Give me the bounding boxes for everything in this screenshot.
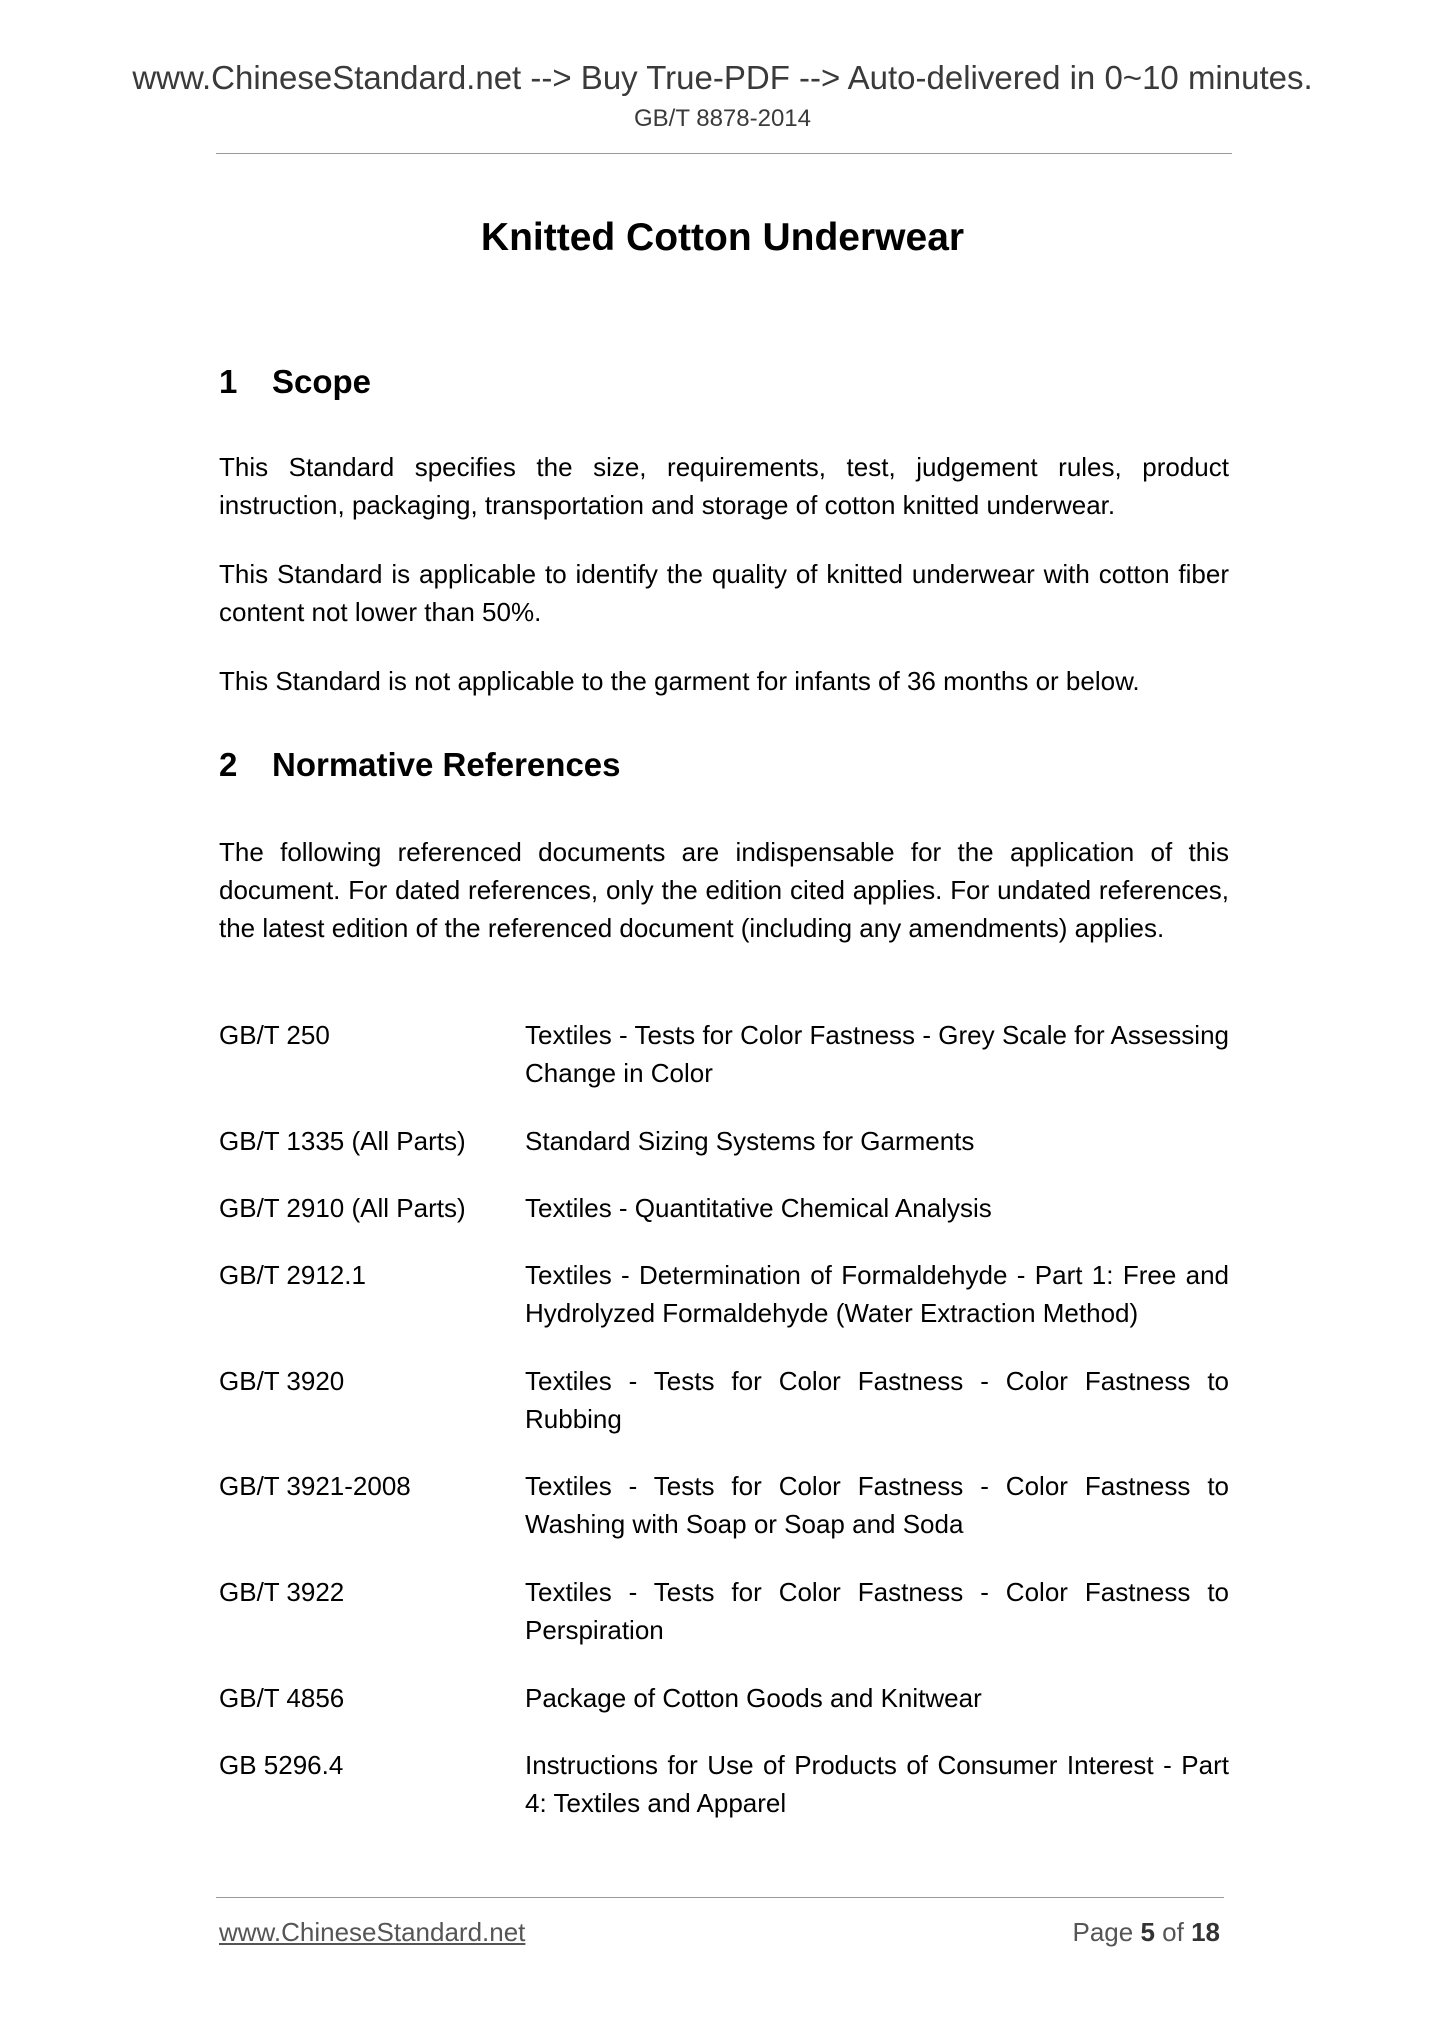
reference-code: GB/T 3921-2008 [219, 1471, 411, 1501]
document-title: Knitted Cotton Underwear [480, 216, 965, 259]
reference-title: Textiles - Quantitative Chemical Analysis [525, 1193, 992, 1223]
reference-code: GB/T 250 [219, 1020, 330, 1050]
header-divider [216, 153, 1232, 154]
reference-code: GB/T 3922 [219, 1577, 345, 1607]
scope-paragraph: This Standard is not applicable to the garment for infants of 36 months or below. [219, 666, 1140, 696]
references-intro-paragraph: The following referenced documents are indispensable for the application of this document. For dated references, only the edition cited applies. For undated references, the latest edition of the referenced document (including any amendments) applies. [219, 837, 1229, 943]
page-label: Page [1072, 1917, 1134, 1947]
reference-code: GB/T 2910 (All Parts) [219, 1193, 466, 1223]
page-separator: of [1162, 1917, 1184, 1947]
section-title: Scope [272, 363, 372, 400]
scope-paragraph: This Standard specifies the size, requirements, test, judgement rules, product instruction, packaging, transportation and storage of cotton knitted underwear. [219, 452, 1229, 520]
reference-title: Standard Sizing Systems for Garments [525, 1126, 975, 1156]
reference-title: Textiles - Tests for Color Fastness - Color Fastness to Perspiration [525, 1577, 1229, 1645]
section-2-heading [219, 745, 621, 785]
page-total: 18 [1191, 1917, 1220, 1947]
reference-title: Textiles - Tests for Color Fastness - Color Fastness to Washing with Soap or Soap and Soda [525, 1471, 1229, 1539]
reference-code: GB/T 3920 [219, 1366, 345, 1396]
scope-paragraph: This Standard is applicable to identify the quality of knitted underwear with cotton fiber content not lower than 50%. [219, 559, 1229, 627]
reference-title: Instructions for Use of Products of Consumer Interest - Part 4: Textiles and Apparel [525, 1750, 1229, 1818]
reference-title: Textiles - Tests for Color Fastness - Grey Scale for Assessing Change in Color [525, 1020, 1229, 1088]
footer-divider [216, 1897, 1224, 1898]
site-banner: www.ChineseStandard.net --> Buy True-PDF --> Auto-delivered in 0~10 minutes. [132, 59, 1313, 96]
reference-code: GB/T 1335 (All Parts) [219, 1126, 466, 1156]
section-1-heading [219, 362, 371, 402]
standard-code: GB/T 8878-2014 [633, 105, 811, 132]
reference-title: Package of Cotton Goods and Knitwear [525, 1683, 982, 1713]
reference-code: GB/T 4856 [219, 1683, 345, 1713]
reference-title: Textiles - Tests for Color Fastness - Color Fastness to Rubbing [525, 1366, 1229, 1434]
reference-code: GB/T 2912.1 [219, 1260, 366, 1290]
reference-title: Textiles - Determination of Formaldehyde - Part 1: Free and Hydrolyzed Formaldehyde (Water Extraction Method) [525, 1260, 1229, 1328]
section-number: 1 [219, 363, 238, 400]
section-title: Normative References [272, 746, 621, 783]
reference-code: GB 5296.4 [219, 1750, 344, 1780]
page-indicator [1072, 1916, 1220, 1948]
page-current: 5 [1140, 1917, 1155, 1947]
section-number: 2 [219, 746, 238, 783]
footer-site-link[interactable]: www.ChineseStandard.net [219, 1917, 526, 1947]
